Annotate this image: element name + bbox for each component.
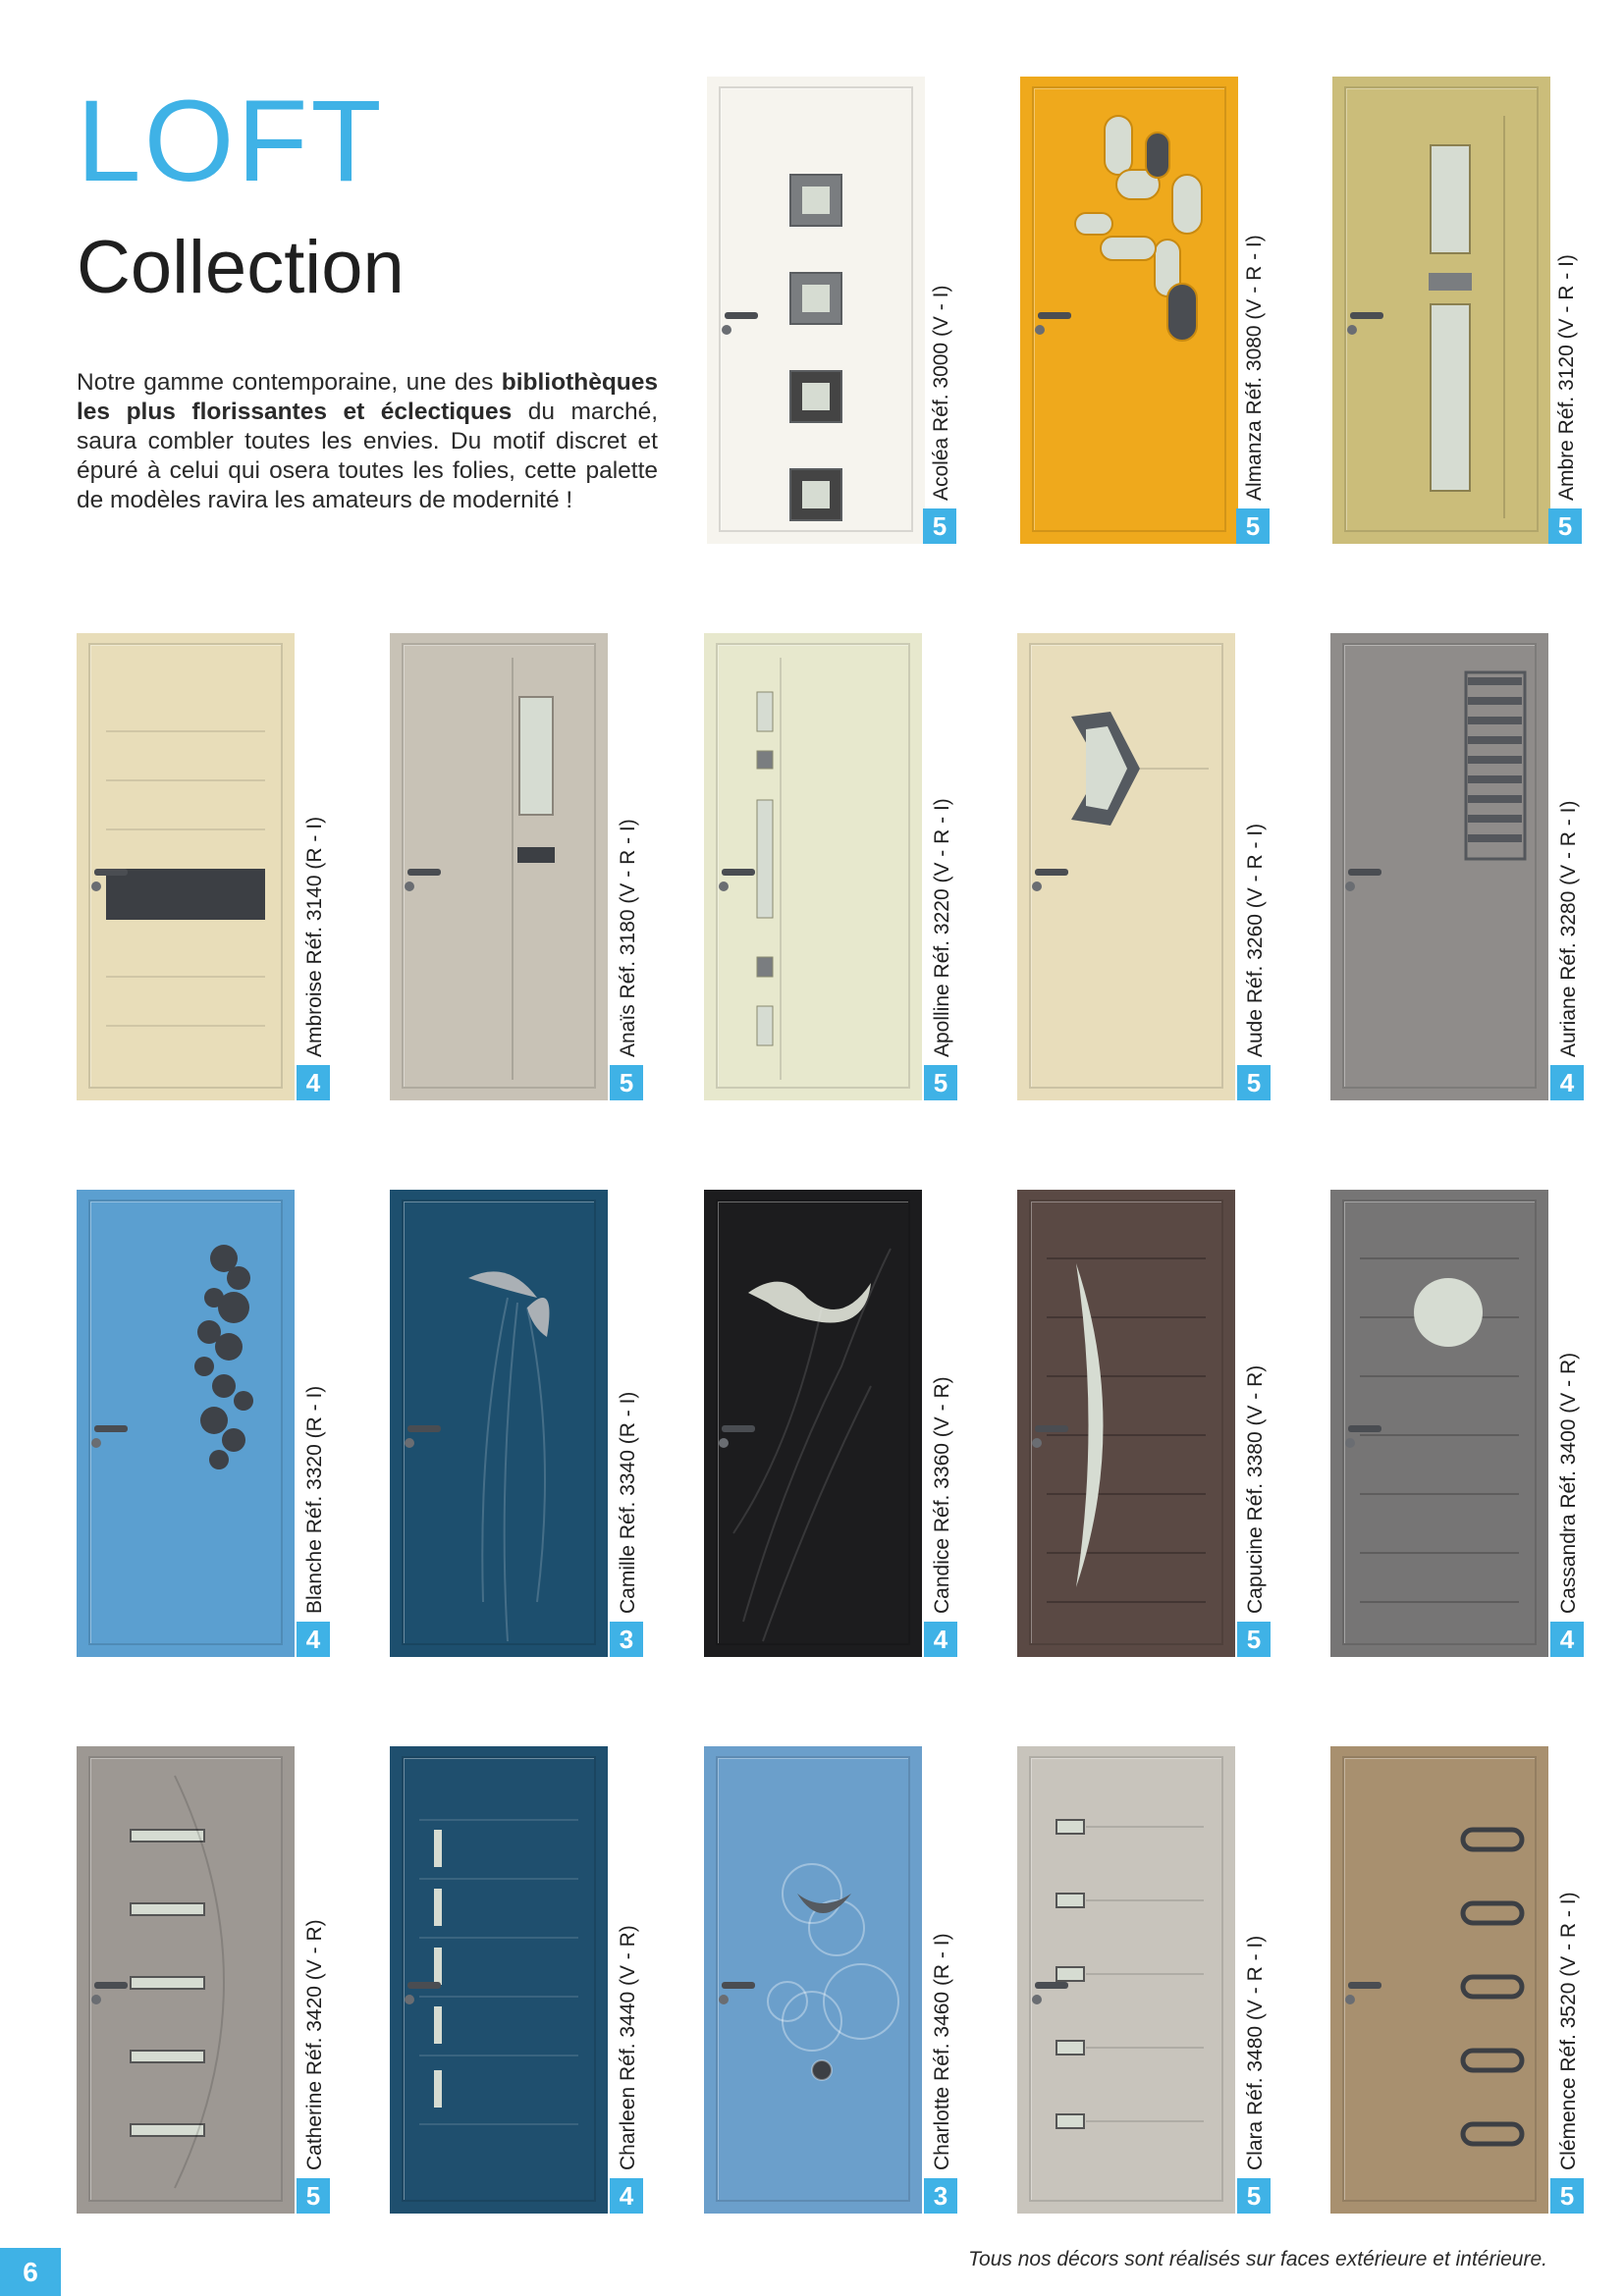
door-badge: 5 (1236, 508, 1270, 544)
door-reference: Charleen Réf. 3440 (V - R) (617, 1925, 639, 2170)
door-reference: Blanche Réf. 3320 (R - I) (303, 1385, 326, 1614)
door-image (1330, 1190, 1548, 1657)
door-image (390, 633, 608, 1100)
door-label (1550, 1746, 1590, 2214)
door-motif (1330, 633, 1548, 1100)
page-title-loft: LOFT (77, 77, 385, 206)
door-motif (704, 1746, 922, 2214)
door-motif (77, 1746, 295, 2214)
door-badge: 4 (924, 1622, 957, 1657)
door-badge: 4 (610, 2178, 643, 2214)
door-label (610, 1746, 649, 2214)
door-label (1550, 1190, 1590, 1657)
door-motif (704, 1190, 922, 1657)
door-label (297, 633, 336, 1100)
door-badge: 4 (1550, 1065, 1584, 1100)
door-label (924, 1190, 963, 1657)
door-motif (1332, 77, 1550, 544)
door-reference: Clara Réf. 3480 (V - R - I) (1244, 1935, 1267, 2170)
door-badge: 5 (924, 1065, 957, 1100)
door-motif (77, 1190, 295, 1657)
door-label (924, 633, 963, 1100)
door-image (1332, 77, 1550, 544)
door-motif (1330, 1746, 1548, 2214)
door-label (1548, 77, 1588, 544)
door-label (1237, 1190, 1276, 1657)
door-label (610, 1190, 649, 1657)
door-label (1237, 1746, 1276, 2214)
door-reference: Ambre Réf. 3120 (V - R - I) (1555, 254, 1578, 501)
door-motif (390, 1746, 608, 2214)
door-label (1550, 633, 1590, 1100)
door-label (1237, 633, 1276, 1100)
door-label (1236, 77, 1275, 544)
door-image (1017, 1746, 1235, 2214)
door-reference: Auriane Réf. 3280 (V - R - I) (1557, 800, 1580, 1057)
door-image (1020, 77, 1238, 544)
door-image (1330, 633, 1548, 1100)
door-reference: Capucine Réf. 3380 (V - R) (1244, 1364, 1267, 1614)
door-image (77, 1190, 295, 1657)
intro-text-1: Notre gamme contemporaine, une des (77, 369, 502, 396)
page-title-collection: Collection (77, 226, 405, 309)
door-badge: 5 (1237, 1065, 1271, 1100)
page-number: 6 (0, 2248, 61, 2296)
door-reference: Clémence Réf. 3520 (V - R - I) (1557, 1892, 1580, 2170)
door-badge: 5 (1237, 1622, 1271, 1657)
door-reference: Almanza Réf. 3080 (V - R - I) (1243, 235, 1266, 501)
door-image (704, 633, 922, 1100)
door-motif (1017, 1746, 1235, 2214)
door-image (1017, 633, 1235, 1100)
door-motif (1017, 633, 1235, 1100)
door-motif (390, 1190, 608, 1657)
footnote: Tous nos décors sont réalisés sur faces extérieure et intérieure. (968, 2248, 1547, 2270)
door-badge: 4 (297, 1622, 330, 1657)
door-image (707, 77, 925, 544)
door-label (610, 633, 649, 1100)
door-badge: 5 (297, 2178, 330, 2214)
door-motif (1330, 1190, 1548, 1657)
door-reference: Ambroise Réf. 3140 (R - I) (303, 816, 326, 1057)
door-badge: 5 (610, 1065, 643, 1100)
door-image (704, 1746, 922, 2214)
door-image (77, 633, 295, 1100)
door-image (390, 1190, 608, 1657)
door-reference: Camille Réf. 3340 (R - I) (617, 1391, 639, 1614)
door-label (923, 77, 962, 544)
door-badge: 5 (1550, 2178, 1584, 2214)
door-reference: Catherine Réf. 3420 (V - R) (303, 1919, 326, 2170)
door-reference: Candice Réf. 3360 (V - R) (931, 1376, 953, 1614)
door-motif (704, 633, 922, 1100)
door-reference: Acoléa Réf. 3000 (V - I) (930, 285, 952, 501)
door-badge: 4 (1550, 1622, 1584, 1657)
door-reference: Cassandra Réf. 3400 (V - R) (1557, 1352, 1580, 1614)
door-motif (1017, 1190, 1235, 1657)
door-motif (77, 633, 295, 1100)
door-motif (390, 633, 608, 1100)
door-badge: 5 (1548, 508, 1582, 544)
door-image (77, 1746, 295, 2214)
door-label (297, 1746, 336, 2214)
intro-text-bold: bibliothèques les plus florissantes et éclectiques (77, 369, 658, 425)
door-reference: Charlotte Réf. 3460 (R - I) (931, 1933, 953, 2170)
door-label (297, 1190, 336, 1657)
door-motif (1020, 77, 1238, 544)
door-badge: 5 (923, 508, 956, 544)
door-image (704, 1190, 922, 1657)
intro-text-2: du marché, saura combler toutes les envies. Du motif discret et épuré à celui qui osera toutes les folies, cette palette de modèles ravira les amateurs de modernité ! (77, 399, 659, 513)
door-badge: 4 (297, 1065, 330, 1100)
intro-paragraph (77, 368, 658, 515)
door-badge: 3 (924, 2178, 957, 2214)
door-motif (707, 77, 925, 544)
door-image (1017, 1190, 1235, 1657)
door-reference: Anaïs Réf. 3180 (V - R - I) (617, 819, 639, 1057)
door-image (1330, 1746, 1548, 2214)
door-label (924, 1746, 963, 2214)
door-image (390, 1746, 608, 2214)
door-badge: 3 (610, 1622, 643, 1657)
door-badge: 5 (1237, 2178, 1271, 2214)
door-reference: Aude Réf. 3260 (V - R - I) (1244, 823, 1267, 1057)
door-reference: Apolline Réf. 3220 (V - R - I) (931, 798, 953, 1057)
